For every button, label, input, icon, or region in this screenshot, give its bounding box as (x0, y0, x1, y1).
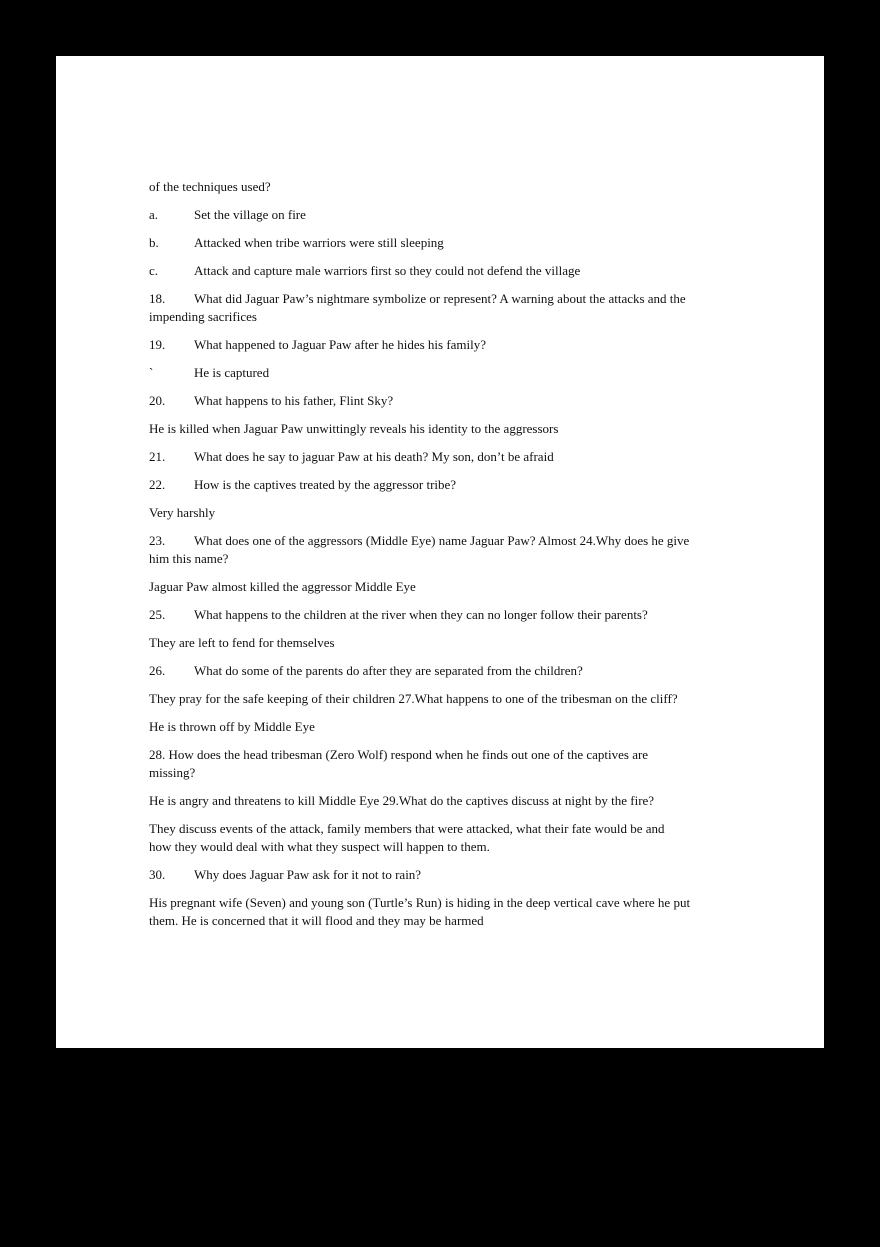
answer-text: He is captured (194, 365, 270, 380)
question-28 (149, 746, 729, 764)
question-number: 25. (149, 607, 166, 622)
answer-text: They are left to fend for themselves (149, 635, 335, 650)
answer-29 (149, 820, 729, 838)
list-text: Set the village on fire (194, 207, 306, 222)
question-number: 18. (149, 291, 166, 306)
answer-28-question-29 (149, 792, 729, 810)
list-marker: b. (149, 235, 159, 250)
answer-text: They pray for the safe keeping of their children 27.What happens to one of the tribesman on the cliff? (149, 691, 678, 706)
document-page (56, 56, 824, 1048)
answer-25 (149, 634, 729, 652)
question-number: 23. (149, 533, 166, 548)
list-item-a (149, 206, 729, 224)
question-text: Why does Jaguar Paw ask for it not to rain? (194, 867, 422, 882)
question-18 (149, 290, 729, 308)
answer-text: He is angry and threatens to kill Middle Eye 29.What do the captives discuss at night by the fire? (149, 793, 655, 808)
list-item-b (149, 234, 729, 252)
answer-text-continued: them. He is concerned that it will flood and they may be harmed (149, 913, 484, 928)
question-number: 30. (149, 867, 166, 882)
list-text: Attacked when tribe warriors were still sleeping (194, 235, 444, 250)
question-text: How is the captives treated by the aggressor tribe? (194, 477, 457, 492)
answer-text: Jaguar Paw almost killed the aggressor Middle Eye (149, 579, 416, 594)
question-28-continued (149, 764, 729, 782)
question-text: What happened to Jaguar Paw after he hides his family? (194, 337, 487, 352)
question-text: 28. How does the head tribesman (Zero Wolf) respond when he finds out one of the captives are (149, 747, 649, 762)
question-text: What do some of the parents do after they are separated from the children? (194, 663, 583, 678)
question-text-continued: impending sacrifices (149, 309, 257, 324)
question-19 (149, 336, 729, 354)
answer-30-continued (149, 912, 729, 930)
answer-text-continued: how they would deal with what they suspect will happen to them. (149, 839, 490, 854)
question-21 (149, 448, 729, 466)
answer-24 (149, 578, 729, 596)
answer-text: He is killed when Jaguar Paw unwittingly reveals his identity to the aggressors (149, 421, 559, 436)
list-marker: c. (149, 263, 159, 278)
question-text-continued: him this name? (149, 551, 229, 566)
question-20 (149, 392, 729, 410)
answer-text: Very harshly (149, 505, 216, 520)
answer-text: They discuss events of the attack, family members that were attacked, what their fate would be and (149, 821, 665, 836)
answer-22 (149, 504, 729, 522)
answer-text: His pregnant wife (Seven) and young son (Turtle’s Run) is hiding in the deep vertical cave where he put (149, 895, 691, 910)
question-text: What does one of the aggressors (Middle Eye) name Jaguar Paw? Almost 24.Why does he give (194, 533, 690, 548)
answer-20 (149, 420, 729, 438)
question-23-continued (149, 550, 729, 568)
question-text-continued: missing? (149, 765, 196, 780)
question-23 (149, 532, 729, 550)
question-text: What did Jaguar Paw’s nightmare symbolize or represent? A warning about the attacks and the (194, 291, 686, 306)
question-22 (149, 476, 729, 494)
answer-27 (149, 718, 729, 736)
answer-text: He is thrown off by Middle Eye (149, 719, 315, 734)
paragraph (149, 178, 729, 196)
question-text: What happens to his father, Flint Sky? (194, 393, 394, 408)
paragraph-text: of the techniques used? (149, 179, 271, 194)
answer-26-question-27 (149, 690, 729, 708)
question-30 (149, 866, 729, 884)
question-25 (149, 606, 729, 624)
question-number: 21. (149, 449, 166, 464)
question-text: What happens to the children at the river when they can no longer follow their parents? (194, 607, 648, 622)
stray-marker: ` (149, 365, 154, 380)
answer-19 (149, 364, 729, 382)
list-text: Attack and capture male warriors first so they could not defend the village (194, 263, 581, 278)
list-marker: a. (149, 207, 159, 222)
question-number: 26. (149, 663, 166, 678)
question-number: 20. (149, 393, 166, 408)
question-text: What does he say to jaguar Paw at his death? My son, don’t be afraid (194, 449, 554, 464)
question-number: 22. (149, 477, 166, 492)
question-18-continued (149, 308, 729, 326)
answer-29-continued (149, 838, 729, 856)
question-number: 19. (149, 337, 166, 352)
answer-30 (149, 894, 729, 912)
list-item-c (149, 262, 729, 280)
question-26 (149, 662, 729, 680)
